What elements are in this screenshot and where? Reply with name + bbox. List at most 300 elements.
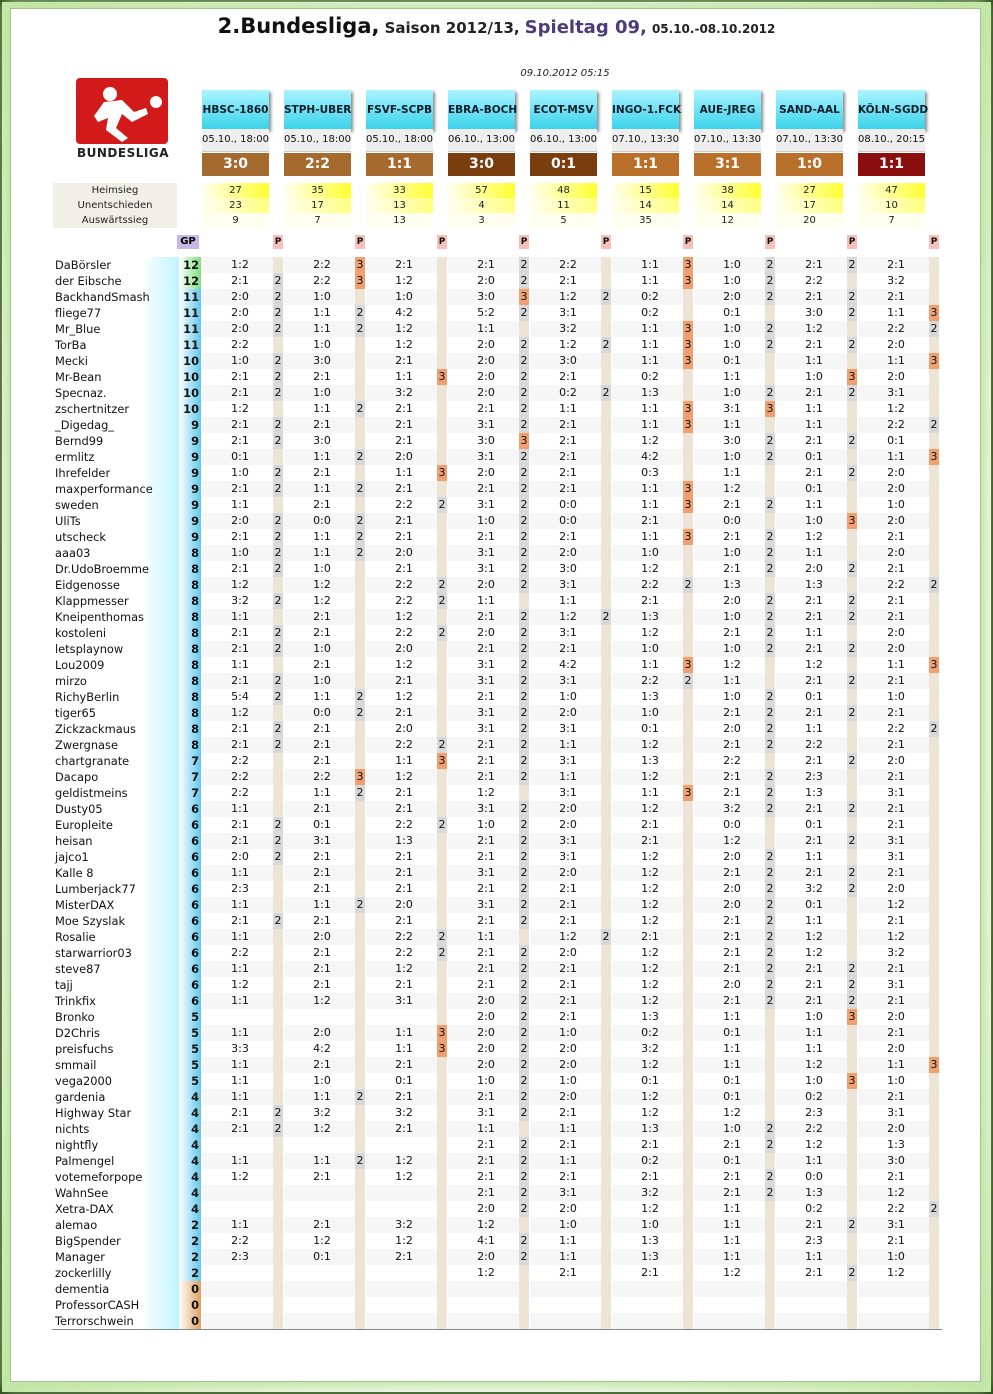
tip-score: 1:3 <box>641 690 659 703</box>
tip-points: 3 <box>684 530 692 543</box>
tip-score: 2:1 <box>231 914 249 927</box>
tip-cell <box>448 1105 528 1121</box>
tip-score: 1:3 <box>805 786 823 799</box>
tip-points <box>355 1281 365 1297</box>
tip-score: 1:1 <box>313 530 331 543</box>
tip-cell <box>858 449 938 465</box>
tip-cell <box>448 1281 519 1297</box>
tip-score: 2:1 <box>723 786 741 799</box>
tip-stat-value: 12 <box>694 213 761 228</box>
tip-cell <box>858 1297 929 1313</box>
tip-score: 1:1 <box>313 450 331 463</box>
tip-stat-value: 35 <box>284 183 351 198</box>
player-points: 9 <box>179 513 201 529</box>
tip-score: 2:1 <box>477 946 495 959</box>
player-points: 8 <box>179 561 201 577</box>
tip-score: 1:2 <box>641 850 659 863</box>
tip-cell <box>366 737 446 753</box>
tip-cell <box>612 1169 683 1185</box>
tip-score: 1:1 <box>477 594 495 607</box>
tip-cell <box>284 673 355 689</box>
tip-score: 1:0 <box>231 466 249 479</box>
tip-cell <box>858 849 929 865</box>
tip-points <box>683 561 693 577</box>
tip-cell <box>202 609 273 625</box>
player-points: 2 <box>179 1233 201 1249</box>
player-name: Mecki <box>52 353 179 369</box>
tip-cell <box>858 1089 929 1105</box>
tip-score: 0:1 <box>723 354 741 367</box>
tip-points <box>847 1201 857 1217</box>
tip-score: 1:2 <box>641 978 659 991</box>
tip-score: 2:1 <box>887 610 905 623</box>
tip-cell <box>202 385 282 401</box>
tip-points: 2 <box>520 354 528 367</box>
tip-cell <box>366 849 437 865</box>
tip-score: 2:1 <box>887 1234 905 1247</box>
tip-score: 1:1 <box>641 402 659 415</box>
player-name: DaBörsler <box>52 257 179 273</box>
tip-cell <box>858 545 929 561</box>
tip-points: 2 <box>930 418 938 431</box>
tip-points <box>601 689 611 705</box>
tip-points <box>273 1233 283 1249</box>
tip-stat-value: 7 <box>858 213 925 228</box>
tip-score: 1:1 <box>477 930 495 943</box>
tip-score: 3:1 <box>887 786 905 799</box>
tip-cell <box>284 609 355 625</box>
tip-points <box>683 1073 693 1089</box>
tip-score: 3:3 <box>231 1042 249 1055</box>
tip-cell <box>694 529 774 545</box>
tip-score: 1:2 <box>887 1186 905 1199</box>
tip-cell <box>612 1009 683 1025</box>
tip-cell <box>202 1233 273 1249</box>
player-points: 8 <box>179 721 201 737</box>
tip-points <box>683 1185 693 1201</box>
tip-cell <box>448 961 528 977</box>
tip-score: 2:1 <box>805 1218 823 1231</box>
tip-points: 2 <box>356 402 364 415</box>
player-name: Mr-Bean <box>52 369 179 385</box>
tip-cell <box>612 721 683 737</box>
tip-cell <box>202 625 282 641</box>
player-points: 8 <box>179 545 201 561</box>
tip-score: 1:2 <box>395 1234 413 1247</box>
tip-cell <box>612 689 683 705</box>
tip-cell <box>202 929 273 945</box>
player-points: 6 <box>179 881 201 897</box>
tip-score: 3:2 <box>231 594 249 607</box>
tip-score: 1:0 <box>723 386 741 399</box>
tip-score: 2:3 <box>231 1250 249 1263</box>
tip-cell <box>612 545 683 561</box>
tip-points: 2 <box>274 306 282 319</box>
tip-points <box>847 1313 857 1329</box>
tip-cell <box>284 369 355 385</box>
tip-points <box>355 1169 365 1185</box>
tip-score: 2:1 <box>313 1058 331 1071</box>
tip-points <box>683 609 693 625</box>
tip-points <box>273 1025 283 1041</box>
tip-cell <box>858 1137 929 1153</box>
tip-score: 1:2 <box>231 978 249 991</box>
tip-points <box>601 545 611 561</box>
game-result: 3:0 <box>202 153 269 176</box>
tip-points <box>683 881 693 897</box>
tip-points <box>765 1073 775 1089</box>
tip-points <box>355 993 365 1009</box>
tip-points <box>929 1009 939 1025</box>
tip-cell <box>694 1297 765 1313</box>
tip-score: 1:2 <box>395 1154 413 1167</box>
tip-cell <box>284 449 364 465</box>
tip-cell <box>776 1201 847 1217</box>
tip-score: 1:0 <box>805 514 823 527</box>
tip-points <box>765 1057 775 1073</box>
tip-score: 1:2 <box>559 290 577 303</box>
tip-cell <box>612 1233 683 1249</box>
player-name: Trinkfix <box>52 993 179 1009</box>
player-points: 5 <box>179 1073 201 1089</box>
tip-points <box>273 1249 283 1265</box>
tip-points <box>765 1249 775 1265</box>
tip-score: 0:2 <box>805 1202 823 1215</box>
tip-score: 1:0 <box>723 274 741 287</box>
tip-cell <box>858 369 929 385</box>
table-bottom-line <box>52 1329 942 1330</box>
points-header: P <box>356 237 364 247</box>
tip-score: 3:1 <box>477 1106 495 1119</box>
tip-cell <box>366 1249 437 1265</box>
tip-score: 1:1 <box>231 1026 249 1039</box>
tip-score: 2:0 <box>559 1042 577 1055</box>
player-name: BigSpender <box>52 1233 179 1249</box>
tip-points <box>355 1057 365 1073</box>
tip-score: 2:1 <box>395 562 413 575</box>
tip-points <box>273 881 283 897</box>
tip-score: 1:2 <box>641 882 659 895</box>
tip-points <box>437 353 447 369</box>
tip-score: 1:1 <box>477 322 495 335</box>
tip-cell <box>612 1073 683 1089</box>
tip-points <box>847 1089 857 1105</box>
tip-score: 2:1 <box>231 434 249 447</box>
tip-score: 2:0 <box>887 754 905 767</box>
tip-points: 2 <box>602 930 610 943</box>
tip-score: 2:1 <box>313 626 331 639</box>
tip-score: 0:0 <box>805 1170 823 1183</box>
tip-points: 2 <box>520 834 528 847</box>
tip-cell <box>858 417 938 433</box>
player-name: ProfessorCASH <box>52 1297 179 1313</box>
tip-points: 2 <box>766 338 774 351</box>
tip-points <box>437 913 447 929</box>
tip-cell <box>366 625 446 641</box>
tip-points: 2 <box>766 562 774 575</box>
player-name: Kneipenthomas <box>52 609 179 625</box>
tip-cell <box>284 321 364 337</box>
tip-score: 1:1 <box>887 1058 905 1071</box>
tip-score: 1:3 <box>641 1234 659 1247</box>
tip-points <box>683 593 693 609</box>
tip-score: 2:3 <box>805 1106 823 1119</box>
tip-score: 2:1 <box>477 770 495 783</box>
tip-cell <box>448 577 528 593</box>
tip-points <box>765 817 775 833</box>
tip-score: 2:1 <box>231 1106 249 1119</box>
tip-cell <box>202 449 273 465</box>
tip-score: 0:1 <box>641 722 659 735</box>
tip-score: 2:1 <box>723 498 741 511</box>
tip-score: 2:1 <box>805 594 823 607</box>
tip-cell <box>858 993 929 1009</box>
tip-score: 1:1 <box>641 482 659 495</box>
tip-cell <box>612 801 683 817</box>
player-points: 5 <box>179 1025 201 1041</box>
tip-score: 2:1 <box>559 466 577 479</box>
tip-score: 1:2 <box>723 1266 741 1279</box>
tip-cell <box>694 785 774 801</box>
tip-score: 3:0 <box>559 354 577 367</box>
tip-cell <box>530 1089 601 1105</box>
tip-points: 2 <box>766 946 774 959</box>
tip-cell <box>448 593 519 609</box>
tip-score: 1:2 <box>723 1106 741 1119</box>
tip-points <box>437 689 447 705</box>
tip-score: 3:1 <box>559 754 577 767</box>
tip-cell <box>776 673 856 689</box>
tip-points <box>355 385 365 401</box>
tip-score: 2:1 <box>313 418 331 431</box>
tip-score: 1:2 <box>395 690 413 703</box>
tip-points: 2 <box>356 1154 364 1167</box>
tip-cell <box>366 721 437 737</box>
tip-cell <box>858 961 929 977</box>
tip-cell <box>776 801 856 817</box>
player-points: 4 <box>179 1153 201 1169</box>
tip-points <box>683 1249 693 1265</box>
tip-cell <box>366 641 437 657</box>
tip-cell <box>284 417 355 433</box>
tip-points: 2 <box>848 882 856 895</box>
tip-cell <box>612 369 683 385</box>
tip-points: 3 <box>848 1074 856 1087</box>
tip-points <box>683 993 693 1009</box>
tip-cell <box>694 513 765 529</box>
tip-cell <box>776 1265 856 1281</box>
tip-score: 2:2 <box>887 722 905 735</box>
tip-cell <box>776 401 847 417</box>
tip-points <box>355 465 365 481</box>
tip-cell <box>448 369 528 385</box>
tip-cell <box>858 1121 929 1137</box>
tip-points <box>683 945 693 961</box>
tip-score: 2:1 <box>395 514 413 527</box>
tip-score: 2:2 <box>395 594 413 607</box>
tip-points: 2 <box>766 786 774 799</box>
tip-cell <box>366 977 437 993</box>
player-points: 4 <box>179 1185 201 1201</box>
tip-points <box>601 1217 611 1233</box>
tip-score: 3:1 <box>887 1218 905 1231</box>
tip-cell <box>284 1233 355 1249</box>
tip-cell <box>612 353 692 369</box>
tip-points <box>437 1169 447 1185</box>
tip-points: 2 <box>274 818 282 831</box>
tip-points <box>437 721 447 737</box>
tip-points <box>437 529 447 545</box>
tip-points <box>355 1025 365 1041</box>
tip-score: 2:1 <box>641 834 659 847</box>
tip-points <box>355 625 365 641</box>
tip-points <box>929 1153 939 1169</box>
tip-score: 2:1 <box>887 530 905 543</box>
player-points: 2 <box>179 1265 201 1281</box>
tip-points <box>273 753 283 769</box>
tip-cell <box>858 705 929 721</box>
tip-cell <box>776 1009 856 1025</box>
tip-cell <box>694 753 765 769</box>
tip-score: 2:1 <box>723 1170 741 1183</box>
tip-score: 1:2 <box>887 402 905 415</box>
tip-points <box>847 1169 857 1185</box>
tip-cell <box>448 1265 519 1281</box>
tip-score: 2:1 <box>395 434 413 447</box>
tip-score: 2:0 <box>477 1250 495 1263</box>
game-result: 1:0 <box>776 153 843 176</box>
tip-cell <box>202 817 282 833</box>
tip-cell <box>694 1121 774 1137</box>
tip-score: 1:1 <box>723 466 741 479</box>
tip-score: 2:1 <box>395 850 413 863</box>
tip-points <box>601 1137 611 1153</box>
tip-points <box>355 753 365 769</box>
tip-score: 2:0 <box>231 306 249 319</box>
tip-score: 2:1 <box>559 450 577 463</box>
tip-points <box>847 849 857 865</box>
tip-cell <box>448 1249 528 1265</box>
points-header: P <box>520 237 528 247</box>
tip-points <box>437 257 447 273</box>
tip-cell <box>694 769 774 785</box>
tip-cell <box>448 721 528 737</box>
tip-points <box>847 497 857 513</box>
tip-cell <box>284 1185 355 1201</box>
tip-cell <box>366 929 446 945</box>
player-points: 10 <box>179 353 201 369</box>
tip-score: 5:4 <box>231 690 249 703</box>
tip-points <box>273 577 283 593</box>
tip-score: 3:1 <box>887 1106 905 1119</box>
player-name: Lumberjack77 <box>52 881 179 897</box>
tip-score: 2:1 <box>805 706 823 719</box>
tip-points <box>683 545 693 561</box>
tip-score: 2:1 <box>313 370 331 383</box>
tip-points <box>847 1185 857 1201</box>
tip-points <box>929 1041 939 1057</box>
tip-cell <box>284 385 355 401</box>
tip-score: 1:1 <box>313 482 331 495</box>
stat-label: Unentschieden <box>53 198 177 213</box>
tip-points: 2 <box>356 690 364 703</box>
tip-cell <box>448 481 528 497</box>
tip-score: 1:2 <box>641 802 659 815</box>
tip-points <box>273 1137 283 1153</box>
tip-points: 3 <box>684 498 692 511</box>
tip-points <box>437 769 447 785</box>
tip-cell <box>858 625 929 641</box>
tip-cell <box>284 961 355 977</box>
tip-cell <box>366 673 437 689</box>
tip-score: 2:1 <box>477 642 495 655</box>
tip-points <box>847 401 857 417</box>
tip-score: 4:2 <box>395 306 413 319</box>
tip-score: 3:1 <box>887 978 905 991</box>
tip-score: 1:1 <box>559 1250 577 1263</box>
tip-cell <box>776 641 856 657</box>
tip-score: 2:0 <box>559 1202 577 1215</box>
tip-cell <box>284 401 364 417</box>
tip-points: 3 <box>438 754 446 767</box>
tip-cell <box>694 1249 765 1265</box>
tip-cell <box>694 1089 765 1105</box>
tip-cell <box>858 977 929 993</box>
tip-score: 2:1 <box>723 770 741 783</box>
tip-score: 2:0 <box>395 546 413 559</box>
tip-points: 3 <box>356 258 364 271</box>
tip-points <box>355 609 365 625</box>
player-name: fliege77 <box>52 305 179 321</box>
tip-cell <box>284 833 355 849</box>
tip-points <box>519 1297 529 1313</box>
tip-points: 2 <box>520 1074 528 1087</box>
tip-cell <box>858 1105 929 1121</box>
tip-points <box>437 993 447 1009</box>
tip-points: 2 <box>520 962 528 975</box>
tip-cell <box>448 321 519 337</box>
tip-cell <box>612 1153 683 1169</box>
tip-points <box>683 1089 693 1105</box>
tip-score: 1:1 <box>723 370 741 383</box>
tip-score: 2:1 <box>313 882 331 895</box>
tip-points <box>601 369 611 385</box>
tip-points <box>847 321 857 337</box>
tip-score: 0:1 <box>723 1154 741 1167</box>
tip-score: 1:1 <box>231 866 249 879</box>
tip-score: 1:0 <box>723 690 741 703</box>
tip-cell <box>858 1073 929 1089</box>
tip-cell <box>202 993 273 1009</box>
tip-score: 2:1 <box>477 530 495 543</box>
tip-score: 2:0 <box>723 290 741 303</box>
tip-cell <box>202 689 282 705</box>
player-name: aaa03 <box>52 545 179 561</box>
tip-points <box>355 1009 365 1025</box>
tip-cell <box>858 1249 929 1265</box>
tip-score: 2:1 <box>641 930 659 943</box>
tip-cell <box>366 1057 437 1073</box>
tip-score: 1:2 <box>395 274 413 287</box>
tip-cell <box>530 369 601 385</box>
tip-score: 2:1 <box>559 434 577 447</box>
tip-points: 2 <box>766 1186 774 1199</box>
player-points: 6 <box>179 897 201 913</box>
tip-points <box>273 609 283 625</box>
tip-score: 3:1 <box>477 706 495 719</box>
tip-points: 2 <box>766 850 774 863</box>
tip-score: 1:0 <box>723 642 741 655</box>
